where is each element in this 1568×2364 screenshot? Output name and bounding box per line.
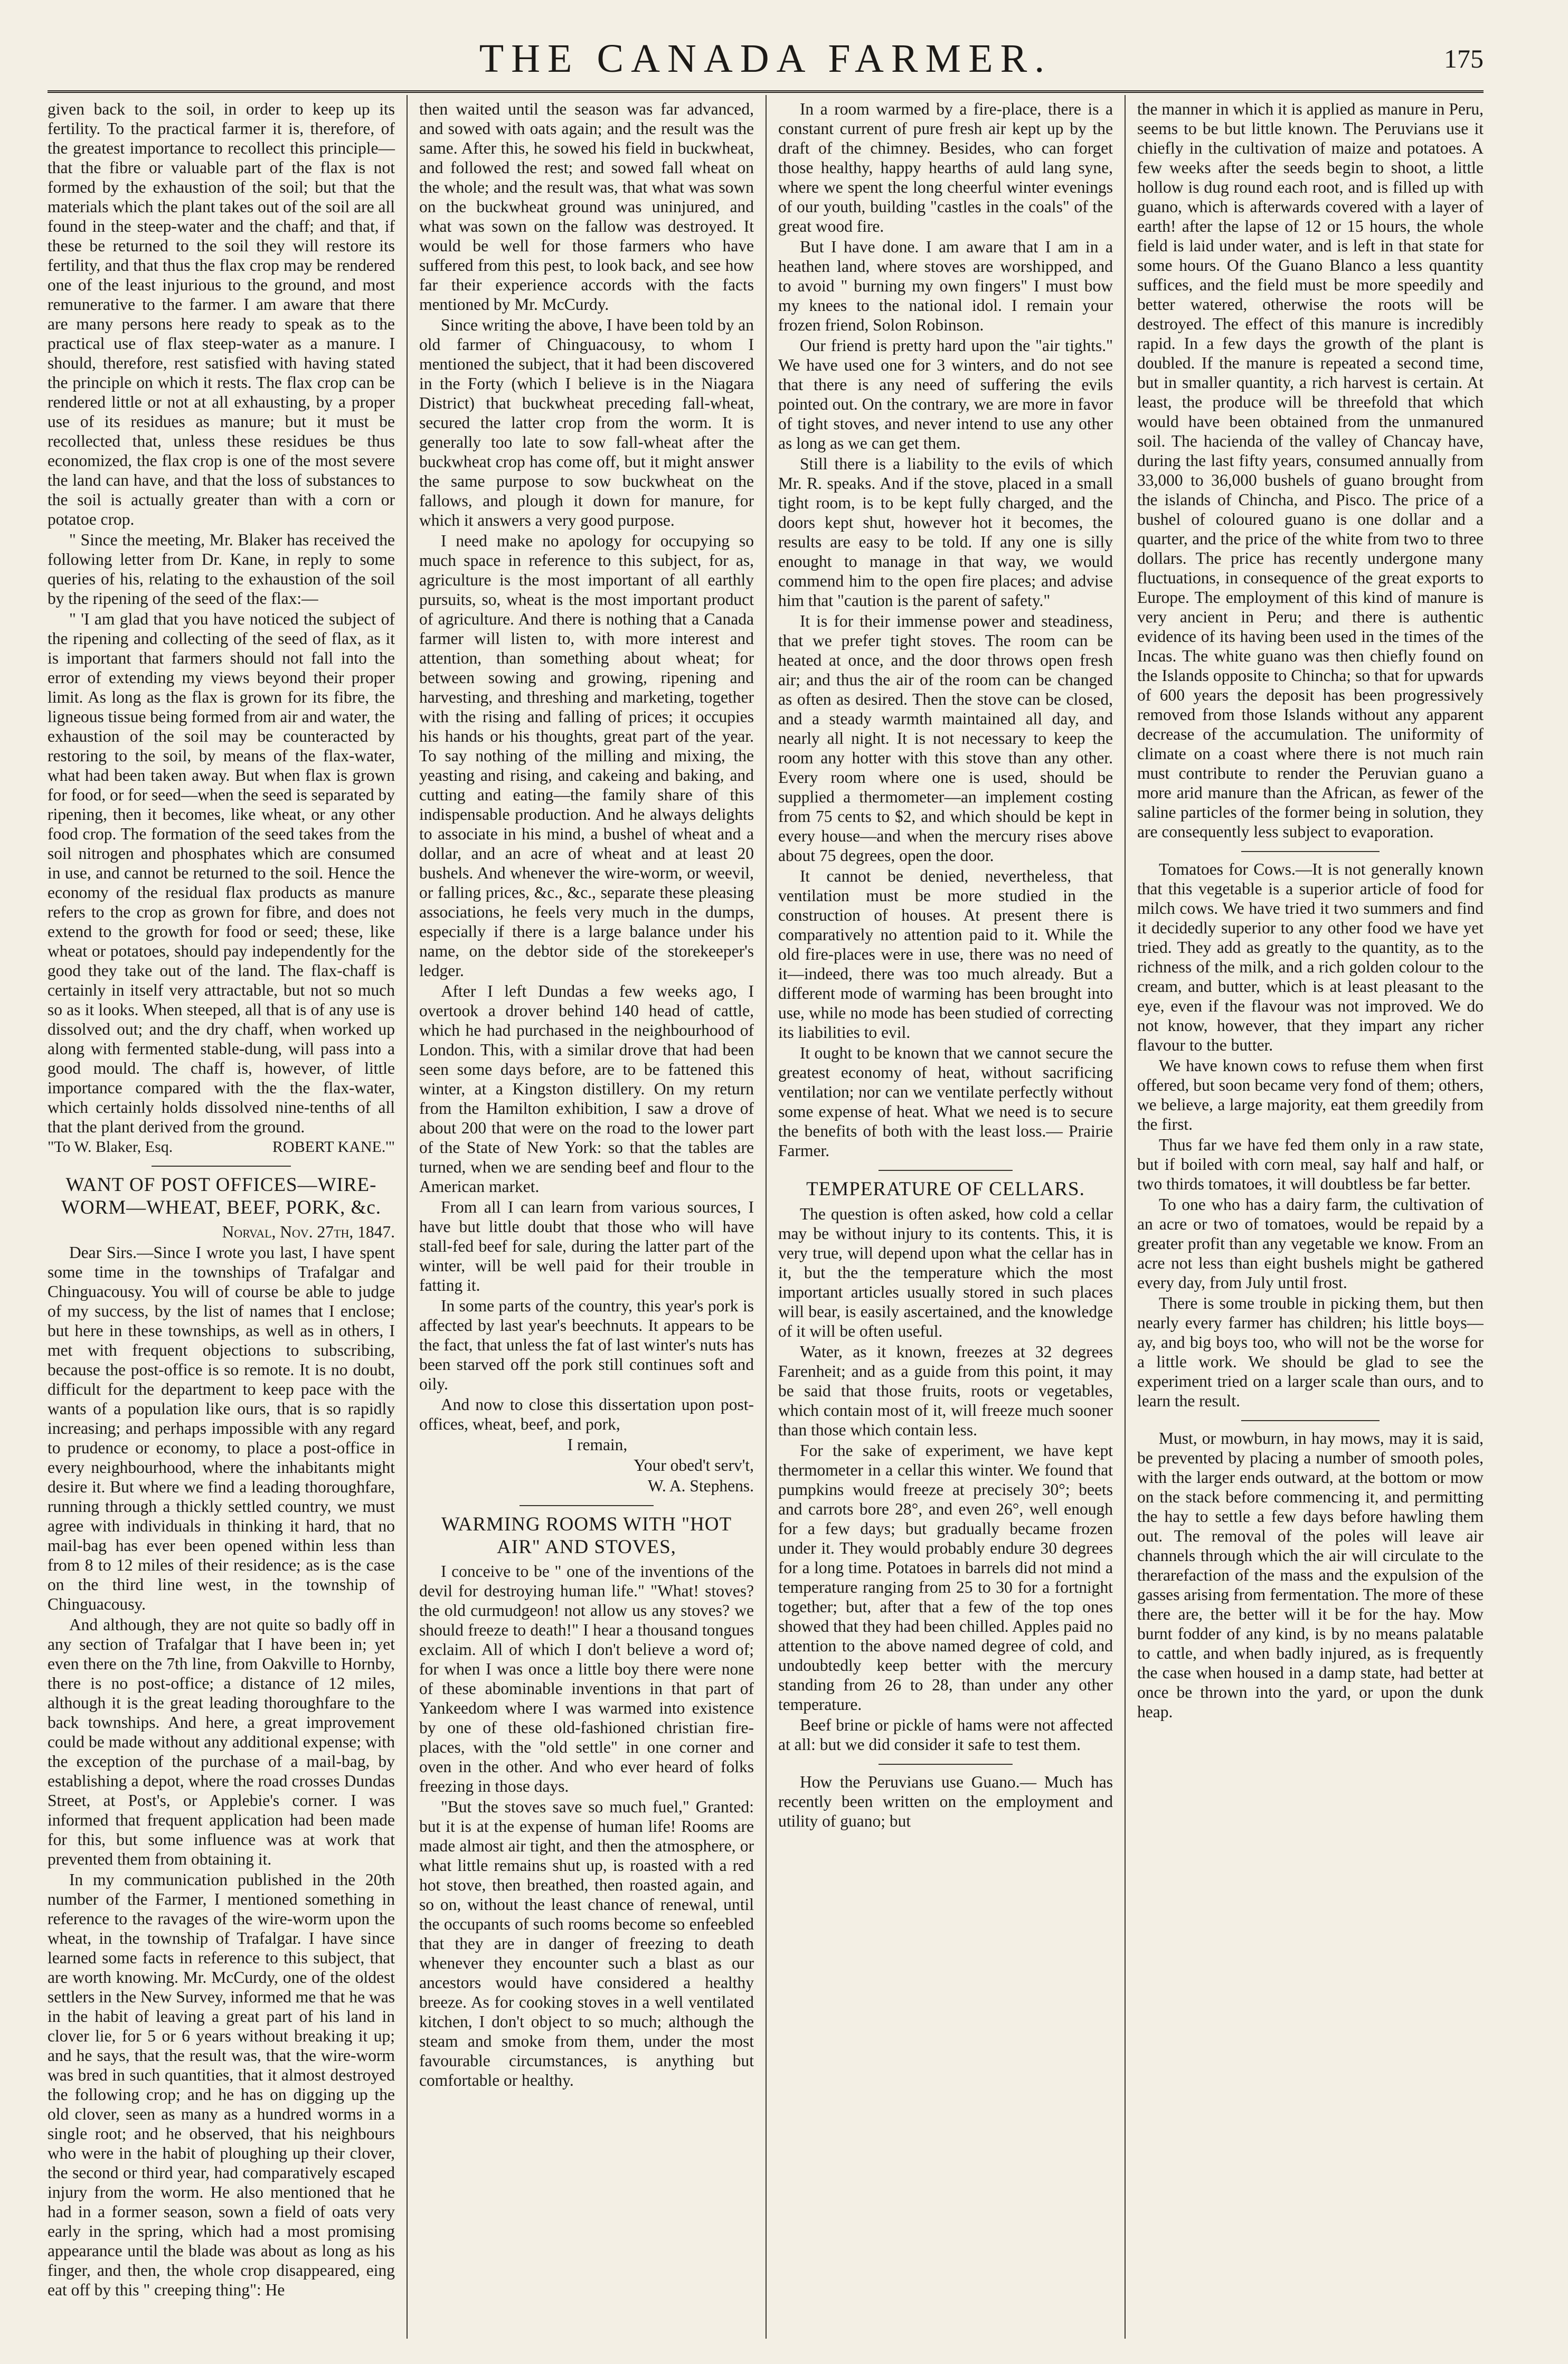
column-4	[1125, 95, 1484, 2339]
article-paragraph: I need make no apology for occupying so much space in reference to this subject, for as, agriculture is the most important of all earthly pursuits, so, wheat is the most important product of agriculture. And there is nothing that a Canada farmer will listen to, with more interest and attention, than something about wheat; for between sowing and growing, ripening and harvesting, and threshing and marketing, together with the rising and falling of prices; it occupies his hands or his thoughts, great part of the year. To say nothing of the milling and mixing, the yeasting and rising, and cakeing and baking, and cutting and eating—the family share of this indispensable production. And he always delights to associate in his mind, a bushel of wheat and a dollar, and an acre of wheat and at least 20 bushels. And whenever the wire-worm, or weevil, or falling prices, &c., &c., separate these pleasing associations, he feels very much in the dumps, especially if there is a large balance under his name, on the debtor side of the storekeeper's ledger.	[419, 532, 754, 980]
article-paragraph: And now to close this dissertation upon post-offices, wheat, beef, and pork,	[419, 1395, 754, 1433]
article-paragraph: Must, or mowburn, in hay mows, may it is said, be prevented by placing a number of smooth poles, with the larger ends outward, at the bottom or mow on the stack before commencing it, and permitting the hay to settle a few days before hawling them out. The removal of the poles will leave air channels through which the air will circulate to the therarefaction of the mass and the expulsion of the gasses arising from fermentation. The more of these there are, the better will it be for the hay. Mow burnt fodder of any kind, is by no means palatable to cattle, and when badly injured, as is frequently the case when housed in a damp state, had better at once be thrown into the yard, or upon the dunk heap.	[1137, 1429, 1484, 1721]
article-paragraph: then waited until the season was far advanced, and sowed with oats again; and the result was the same. After this, he sowed his field in buckwheat, and followed the rest; and sowed fall wheat on the whole; and the result was, that what was sown on the buckwheat ground was uninjured, and what was sown on the fallow was destroyed. It would be well for those farmers who have suffered from this pest, to look back, and see how far their experience accords with the facts mentioned by Mr. McCurdy.	[419, 100, 754, 314]
masthead-rule	[48, 90, 1484, 93]
article-paragraph: And although, they are not quite so badly off in any section of Trafalgar that I have been in; yet even there on the 7th line, from Oakville to Hornby, there is no post-office; a distance of 12 miles, although it is the great leading thoroughfare to the back townships. And here, a great improvement could be made without any additional expense; with the exception of the purchase of a mail-bag, by establishing a depot, where the road crosses Dundas Street, at Post's, or Applebie's corner. I was informed that frequent application had been made for this, but some influence was at work that prevented them from obtaining it.	[48, 1615, 395, 1869]
article-heading: WANT OF POST OFFICES—WIRE-WORM—WHEAT, BEEF, PORK, &c.	[61, 1174, 382, 1218]
article-paragraph: Still there is a liability to the evils of which Mr. R. speaks. And if the stove, placed in a small tight room, is to be kept fully charged, and the doors kept shut, however hot it becomes, the results are easy to be told. If any one is silly enought to manage in that way, we would commend him to the open fire places; and advise him that "caution is the parent of safety."	[778, 455, 1113, 610]
article-paragraph: In my communication published in the 20th number of the Farmer, I mentioned something in reference to the ravages of the wire-worm upon the wheat, in the township of Trafalgar. I have since learned some facts in reference to this subject, that are worth knowing. Mr. McCurdy, one of the oldest settlers in the New Survey, informed me that he was in the habit of leaving a great part of his land in clover lie, for 5 or 6 years without breaking it up; and he says, that the result was, that the wire-worm was bred in such quantities, that it almost destroyed the following crop; and he has on digging up the old clover, seen as many as a hundred worms in a single root; and he observed, that his neighbours who were in the habit of ploughing up their clover, the second or third year, had comparatively escaped injury from the worm. He also mentioned that he had in a former season, sown a field of oats very early in the spring, which had a most promising appearance until the blade was about as long as his finger, and then, the whole crop disappeared, eing eat off by this " creeping thing": He	[48, 1870, 395, 2300]
article-paragraph: Water, as it known, freezes at 32 degrees Farenheit; and as a guide from this point, it may be said that those fruits, roots or vegetables, which contain most of it, will freeze much sooner than those which contain less.	[778, 1342, 1113, 1439]
article-heading: TEMPERATURE OF CELLARS.	[806, 1178, 1085, 1200]
article-paragraph: Tomatoes for Cows.—It is not generally known that this vegetable is a superior article of food for milch cows. We have tried it two summers and find it decidedly superior to any other food we have yet tried. They add as greatly to the quantity, as to the richness of the milk, and a rich golden colour to the cream, and butter, which is at least pleasant to the eye, even if the flavour was not improved. We do not know, however, that they impart any richer flavour to the butter.	[1137, 860, 1484, 1054]
article-paragraph: How the Peruvians use Guano.— Much has recently been written on the employment and utility of guano; but	[778, 1772, 1113, 1830]
signature-addressee: "To W. Blaker, Esq.	[48, 1138, 173, 1156]
article-paragraph: I conceive to be " one of the inventions of the devil for destroying human life." "What! stoves? the old curmudgeon! not allow us any stoves? we should freeze to death!" I hear a thousand tongues exclaim. All of which I don't believe a word of; for when I was once a little boy there were none of these abominable inventions in that part of Yankeedom where I was warmed into existence by one of these old-fashioned christian fire-places, with the "old settle" in one corner and oven in the other. And who ever heard of folks freezing in those days.	[419, 1562, 754, 1796]
dateline: Norval, Nov. 27th, 1847.	[222, 1223, 395, 1242]
section-divider	[879, 1170, 1013, 1171]
closing-line: W. A. Stephens.	[648, 1477, 754, 1495]
section-divider	[879, 1764, 1013, 1765]
article-paragraph: In a room warmed by a fire-place, there is a constant current of pure fresh air kept up by the draft of the chimney. Besides, who can forget those healthy, happy hearths of auld lang syne, where we spent the long cheerful winter evenings of our youth, building "castles in the coals" of the great wood fire.	[778, 100, 1113, 235]
closing-line: I remain,	[567, 1435, 628, 1454]
article-paragraph: Thus far we have fed them only in a raw state, but if boiled with corn meal, say half and half, or two thirds tomatoes, it will doubtless be far better.	[1137, 1136, 1484, 1193]
masthead	[48, 32, 1484, 95]
signature-author: ROBERT KANE.'"	[272, 1138, 395, 1156]
closing-line: Your obed't serv't,	[634, 1456, 754, 1474]
article-paragraph: Since writing the above, I have been told by an old farmer of Chinguacousy, to whom I mentioned the subject, that it had been discovered in the Forty (which I believe is in the Niagara District) that buckwheat preceding fall-wheat, secured the latter crop from the worm. It is generally too late to sow fall-wheat after the buckwheat crop has come off, but it might answer the same purpose to sow buckwheat on the fallows, and plough it down for manure, for which it answers a very good purpose.	[419, 316, 754, 529]
article-paragraph: The question is often asked, how cold a cellar may be without injury to its contents. This, it is very true, will depend upon what the cellar has in it, but the the temperature which the most important articles usually stored in such places will bear, is easily ascertained, and the knowledge of it will be often useful.	[778, 1204, 1113, 1340]
article-paragraph: " Since the meeting, Mr. Blaker has received the following letter from Dr. Kane, in reply to some queries of his, relating to the exhaustion of the soil by the ripening of the seed of the flax:—	[48, 531, 395, 608]
section-divider	[1241, 1420, 1380, 1421]
column-1	[48, 95, 407, 2339]
article-paragraph: given back to the soil, in order to keep up its fertility. To the practical farmer it is, therefore, of the greatest importance to recollect this principle—that the fibre or valuable part of the flax is not formed by the exhaustion of the soil; but that the materials which the plant takes out of the soil are all found in the steep-water and the chaff; and that, if these be returned to the soil they will restore its fertility, and that thus the flax crop may be rendered one of the least injurious to the ground, and most remunerative to the farmer. I am aware that there are many persons here ready to speak as to the practical use of flax steep-water as a manure. I should, therefore, rest satisfied with having stated the principle on which it rests. The flax crop can be rendered little or not at all exhausting, by a proper use of its residues as manure; but it must be recollected that, unless these residues be thus economized, the flax crop is one of the most severe the land can have, and that the loss of substances to the soil is actually greater than with a corn or potatoe crop.	[48, 100, 395, 528]
columns	[48, 95, 1484, 2339]
article-paragraph: From all I can learn from various sources, I have but little doubt that those who will have stall-fed beef for sale, during the latter part of the winter, will be well paid for their trouble in fatting it.	[419, 1198, 754, 1294]
article-paragraph: For the sake of experiment, we have kept thermometer in a cellar this winter. We found that pumpkins would freeze at precisely 30°; beets and carrots bore 28°, and even 26°, well enough for a few days; but gradually became frozen under it. They would probably endure 30 degrees for a long time. Potatoes in barrels did not mind a temperature ranging from 25 to 30 for a fortnight together; but, after that a few of the top ones showed that they had been chilled. Apples paid no attention to the above named degree of cold, and undoubtedly keep better with the mercury standing from 26 to 28, than under any other temperature.	[778, 1441, 1113, 1714]
column-3	[766, 95, 1125, 2339]
article-paragraph: We have known cows to refuse them when first offered, but soon became very fond of them; others, we believe, a large majority, eat them greedily from the first.	[1137, 1056, 1484, 1133]
section-divider	[152, 1166, 290, 1167]
article-paragraph: Our friend is pretty hard upon the "air tights." We have used one for 3 winters, and do not see that there is any need of suffering the evils pointed out. On the contrary, we are more in favor of tight stoves, and never intend to use any other as long as we can get them.	[778, 336, 1113, 452]
section-divider	[519, 1505, 654, 1506]
article-paragraph: It is for their immense power and steadiness, that we prefer tight stoves. The room can be heated at once, and the door throws open fresh air; and thus the air of the room can be changed as often as desired. Then the stove can be closed, and a steady warmth maintained all day, and nearly all night. It is not necessary to keep the room any hotter with this stove than any other. Every room where one is used, should be supplied a thermometer—an implement costing from 75 cents to $2, and which should be kept in every house—and when the mercury rises above about 75 degrees, open the door.	[778, 612, 1113, 865]
article-heading: WARMING ROOMS WITH "HOT AIR" AND STOVES,	[441, 1514, 732, 1558]
article-paragraph: Dear Sirs.—Since I wrote you last, I have spent some time in the townships of Trafalgar and Chinguacousy. You will of course be able to judge of my success, by the list of names that I enclose; but here in these townships, as well as in others, I met with frequent objections to subscribing, because the post-office is so remote. It is no doubt, difficult for the department to keep pace with the wants of a population like ours, that is so rapidly increasing; and perhaps impossible with any regard to prudence or economy, to place a post-office in every neighbourhood, where the inhabitants might desire it. But where we find a leading thoroughfare, running through a thickly settled country, we must agree with individuals in thinking it hard, that no mail-bag has ever been opened within less than from 8 to 12 miles of their residence; as is the case on the third line west, in the township of Chinguacousy.	[48, 1243, 395, 1614]
article-paragraph: There is some trouble in picking them, but then nearly every farmer has children; his little boys—ay, and big boys too, who will not be the worse for a little work. We should be glad to see the experiment tried on a larger scale than ours, and to learn the result.	[1137, 1294, 1484, 1410]
article-paragraph: Beef brine or pickle of hams were not affected at all: but we did consider it safe to test them.	[778, 1715, 1113, 1754]
article-paragraph: In some parts of the country, this year's pork is affected by last year's beechnuts. It appears to be the fact, that unless the fat of last winter's nuts has been starved off the pork still continues soft and oily.	[419, 1297, 754, 1393]
page-number: 175	[1444, 44, 1484, 73]
letter-closing	[419, 1435, 754, 1496]
column-2	[407, 95, 766, 2339]
section-divider	[1241, 851, 1380, 852]
page-title: THE CANADA FARMER.	[479, 36, 1052, 81]
article-paragraph: " 'I am glad that you have noticed the subject of the ripening and collecting of the seed of flax, as it is important that farmers should not fall into the error of extending my views beyond their proper limit. As long as the flax is grown for its fibre, the ligneous tissue being formed from air and water, the exhaustion of the soil may be counteracted by restoring to the soil, by means of the flax-water, what had been taken away. But when flax is grown for food, or for seed—when the seed is separated by ripening, then it becomes, like wheat, or any other food crop. The formation of the seed takes from the soil nitrogen and phosphates which are consumed in use, and cannot be returned to the soil. Hence the economy of the residual flax products as manure refers to the crop as grown for fibre, and does not extend to the growth for food or seed; these, like wheat or potatoes, should pay independently for the good they take out of the land. The flax-chaff is certainly in itself very attractable, but not so much so as it looks. When steeped, all that is of any use is dissolved out; and the dry chaff, when worked up along with fermented stable-dung, will pass into a good mould. The chaff is, however, of little importance compared with the the flax-water, which certainly holds dissolved nine-tenths of all that the plant derived from the ground.	[48, 610, 395, 1136]
article-paragraph: It cannot be denied, nevertheless, that ventilation must be more studied in the construction of houses. At present there is comparatively no attention paid to it. While the old fire-places were in use, there was no need of it—indeed, there was too much already. But a different mode of warming has been brought into use, while no mode has been studied of correcting its liabilities to evil.	[778, 867, 1113, 1042]
article-paragraph: But I have done. I am aware that I am in a heathen land, where stoves are worshipped, and to avoid " burning my own fingers" I must bow my knees to the national idol. I remain your frozen friend, Solon Robinson.	[778, 238, 1113, 334]
article-paragraph: After I left Dundas a few weeks ago, I overtook a drover behind 140 head of cattle, which he had purchased in the neighbourhood of London. This, with a similar drove that had been seen some days before, are to be fattened this winter, at a Kingston distillery. On my return from the Hamilton exhibition, I saw a drove of about 200 that were on the road to the lower part of the State of New York: so that the tables are turned, when we are sending beef and flour to the American market.	[419, 982, 754, 1196]
signature-line	[48, 1138, 395, 1156]
article-paragraph: "But the stoves save so much fuel," Granted: but it is at the expense of human life! Rooms are made almost air tight, and then the atmosphere, or what little remains shut up, is roasted with a red hot stove, then breathed, then roasted again, and so on, without the least chance of renewal, until the occupants of such rooms become so enfeebled that they are in danger of freezing to death whenever they encounter such a blast as our ancestors would have considered a healthy breeze. As for cooking stoves in a well ventilated kitchen, I don't object to so much; although the steam and smoke from them, under the most favourable circumstances, is anything but comfortable or healthy.	[419, 1798, 754, 2090]
article-paragraph: the manner in which it is applied as manure in Peru, seems to be but little known. The Peruvians use it chiefly in the cultivation of maize and potatoes. A few weeks after the seeds begin to shoot, a little hollow is dug round each root, and is filled up with guano, which is afterwards covered with a layer of earth! after the lapse of 12 or 15 hours, the whole field is laid under water, and is left in that state for some hours. Of the Guano Blanco a less quantity suffices, and the field must be more speedily and better watered, otherwise the roots will be destroyed. The effect of this manure is incredibly rapid. In a few days the growth of the plant is doubled. If the manure is repeated a second time, but in smaller quantity, a rich harvest is certain. At least, the produce will be threefold that which would have been obtained from the unmanured soil. The hacienda of the valley of Chancay have, during the last fifty years, consumed annually from 33,000 to 36,000 bushels of guano brought from the islands of Chincha, and Pisco. The price of a bushel of coloured guano is one dollar and a quarter, and the price of the white from two to three dollars. The price has recently undergone many fluctuations, in consequence of the great exports to Europe. The employment of this kind of manure is very ancient in Peru; and there is authentic evidence of its having been used in the times of the Incas. The white guano was then chiefly found on the Islands opposite to Chincha; so that for upwards of 600 years the deposit has been progressively removed from those Islands without any apparent decrease of the accumulation. The uniformity of climate on a coast where there is not much rain must contribute to render the Peruvian guano a more arid manure than the African, as fewer of the saline particles of the former being in solution, they are consequently less subject to evaporation.	[1137, 100, 1484, 841]
article-paragraph: It ought to be known that we cannot secure the greatest economy of heat, without sacrificing ventilation; nor can we ventilate perfectly without some expense of heat. What we need is to secure the benefits of both with the least loss.— Prairie Farmer.	[778, 1044, 1113, 1160]
article-paragraph: To one who has a dairy farm, the cultivation of an acre or two of tomatoes, would be repaid by a greater profit than any vegetable we know. From an acre not less than eight bushels might be gathered every day, from July until frost.	[1137, 1195, 1484, 1292]
